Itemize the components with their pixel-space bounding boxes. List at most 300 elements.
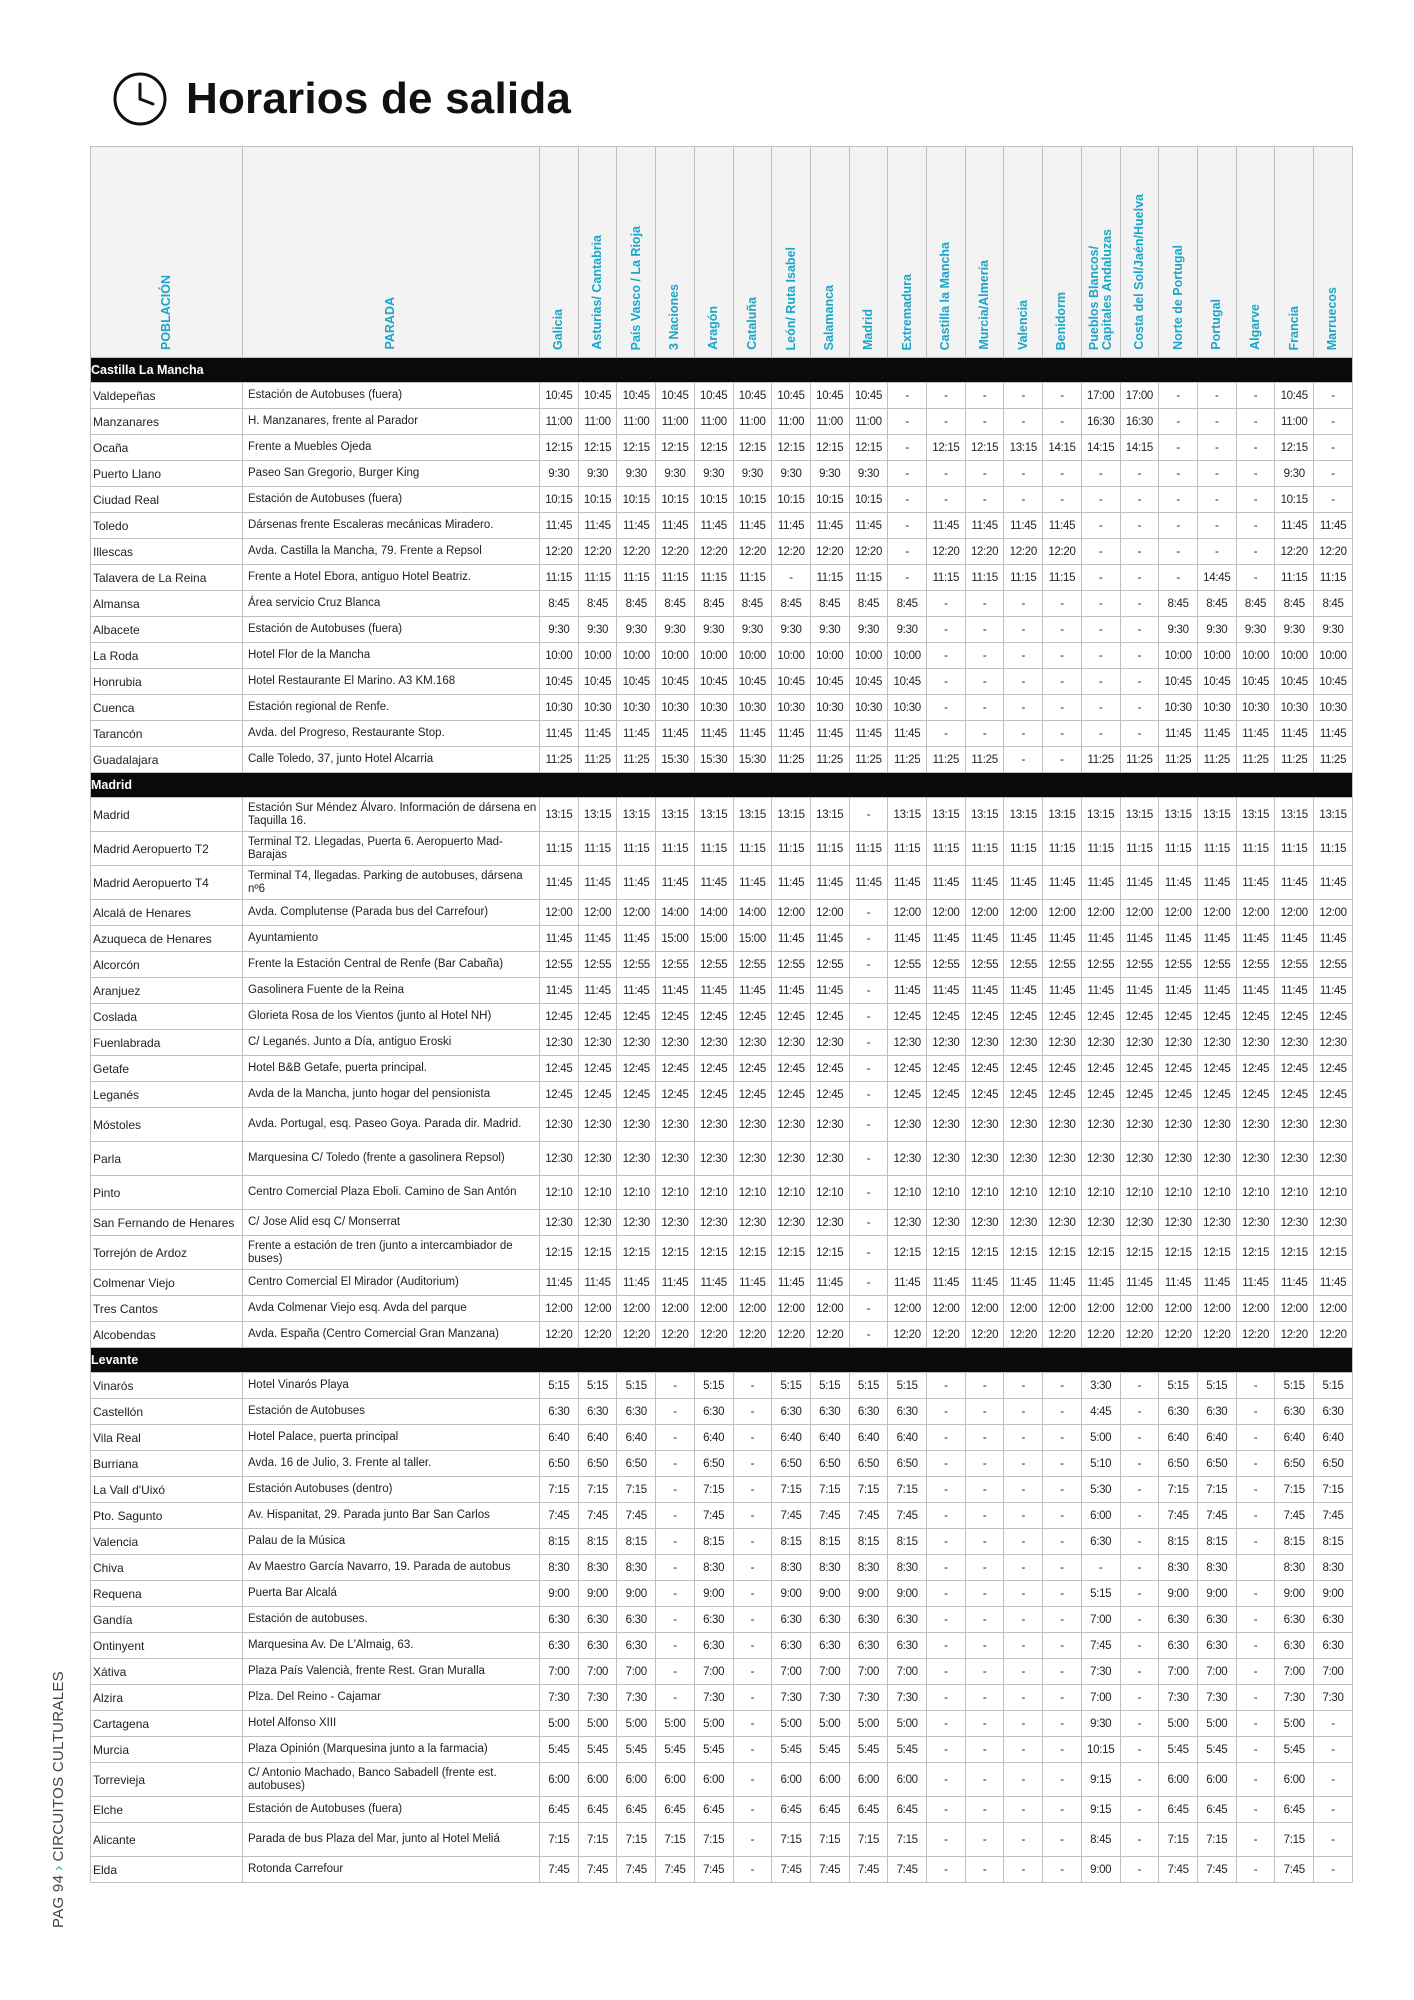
time-cell: - [1314,409,1353,435]
time-cell: 9:00 [1081,1857,1120,1883]
parada-cell: Hotel Restaurante El Marino. A3 KM.168 [243,669,540,695]
time-cell: - [1043,1763,1082,1797]
time-cell: 6:40 [1314,1425,1353,1451]
time-cell: 6:45 [888,1797,927,1823]
time-cell: - [1081,539,1120,565]
time-cell: 5:15 [540,1373,579,1399]
time-cell: - [1120,1633,1159,1659]
time-cell: 7:15 [1275,1477,1314,1503]
time-cell: 5:45 [849,1737,888,1763]
parada-cell: Frente a estación de tren (junto a intercambiador de buses) [243,1236,540,1270]
time-cell: 12:45 [1275,1082,1314,1108]
time-cell: 10:30 [733,695,772,721]
time-cell: 11:45 [694,978,733,1004]
parada-cell: Rotonda Carrefour [243,1857,540,1883]
time-cell: 11:45 [1081,978,1120,1004]
time-cell: 6:00 [1197,1763,1236,1797]
time-cell: 12:30 [656,1210,695,1236]
time-cell: 12:45 [1236,1004,1275,1030]
time-cell: - [849,1108,888,1142]
time-cell: 13:15 [772,798,811,832]
time-cell: 6:30 [1081,1529,1120,1555]
time-cell: 6:45 [1275,1797,1314,1823]
parada-cell: Hotel Alfonso XIII [243,1711,540,1737]
column-header-parada: PARADA [243,147,540,358]
time-cell: 7:45 [1159,1857,1198,1883]
time-cell: - [1043,1503,1082,1529]
time-cell: 12:45 [810,1056,849,1082]
time-cell: - [849,1322,888,1348]
poblacion-cell: Xátiva [91,1659,243,1685]
time-cell: 11:45 [1159,926,1198,952]
parada-cell: Plza. Del Reino - Cajamar [243,1685,540,1711]
time-cell: 11:45 [1236,1270,1275,1296]
time-cell: - [927,591,966,617]
time-cell: 11:45 [927,926,966,952]
time-cell: 5:15 [772,1373,811,1399]
poblacion-cell: Leganés [91,1082,243,1108]
time-cell: - [1120,513,1159,539]
section-title: Castilla La Mancha [91,358,1353,383]
time-cell: 11:45 [1275,926,1314,952]
time-cell: 11:00 [656,409,695,435]
time-cell: - [733,1763,772,1797]
column-header-route: Madrid [849,147,888,358]
time-cell: 13:15 [965,798,1004,832]
time-cell: - [1236,1633,1275,1659]
time-cell: 11:15 [1314,565,1353,591]
time-cell: 5:00 [1275,1711,1314,1737]
time-cell: - [965,669,1004,695]
time-cell: 11:45 [1043,1270,1082,1296]
time-cell: 12:30 [1275,1142,1314,1176]
time-cell: 11:25 [1159,747,1198,773]
table-row [91,1451,1353,1477]
time-cell: 12:00 [578,900,617,926]
time-cell: 12:45 [1159,1004,1198,1030]
time-cell: 10:00 [733,643,772,669]
time-cell: - [849,1030,888,1056]
poblacion-cell: Talavera de La Reina [91,565,243,591]
time-cell: - [965,1451,1004,1477]
time-cell: 11:15 [578,832,617,866]
time-cell: 6:30 [810,1607,849,1633]
time-cell: 11:45 [810,1270,849,1296]
poblacion-cell: Getafe [91,1056,243,1082]
time-cell: - [965,409,1004,435]
parada-cell: Frente a Hotel Ebora, antiguo Hotel Beatriz. [243,565,540,591]
time-cell: - [656,1581,695,1607]
time-cell: 9:30 [1081,1711,1120,1737]
time-cell: 11:45 [656,978,695,1004]
time-cell: - [1236,435,1275,461]
time-cell: 12:45 [1081,1082,1120,1108]
time-cell: - [1120,1399,1159,1425]
time-cell: 12:20 [656,1322,695,1348]
time-cell: 7:45 [617,1503,656,1529]
time-cell: 12:15 [927,435,966,461]
time-cell: 12:00 [965,1296,1004,1322]
time-cell: 12:10 [578,1176,617,1210]
time-cell: 10:15 [1081,1737,1120,1763]
time-cell: 12:30 [927,1142,966,1176]
time-cell: 12:30 [1004,1030,1043,1056]
parada-cell: Frente la Estación Central de Renfe (Bar Cabaña) [243,952,540,978]
poblacion-cell: Torrejón de Ardoz [91,1236,243,1270]
time-cell: 11:45 [1275,513,1314,539]
time-cell: 12:00 [540,900,579,926]
time-cell: 10:30 [1159,695,1198,721]
time-cell: - [927,669,966,695]
time-cell: 11:15 [733,565,772,591]
time-cell: 8:45 [733,591,772,617]
time-cell: 8:30 [578,1555,617,1581]
time-cell: 11:45 [1197,1270,1236,1296]
time-cell: 12:10 [733,1176,772,1210]
table-row [91,1763,1353,1797]
time-cell: 7:30 [1275,1685,1314,1711]
time-cell: - [656,1555,695,1581]
time-cell: 12:20 [1043,1322,1082,1348]
time-cell: 12:10 [1275,1176,1314,1210]
time-cell: 12:20 [733,539,772,565]
time-cell: - [733,1451,772,1477]
time-cell: 11:45 [1043,866,1082,900]
time-cell: - [1236,487,1275,513]
time-cell: 12:20 [1081,1322,1120,1348]
section-header-row [91,773,1353,798]
time-cell: 12:55 [1236,952,1275,978]
poblacion-cell: Vinarós [91,1373,243,1399]
parada-cell: Ayuntamiento [243,926,540,952]
time-cell: - [1004,1711,1043,1737]
time-cell: 7:45 [1197,1503,1236,1529]
time-cell: 13:15 [1197,798,1236,832]
time-cell: 10:15 [772,487,811,513]
time-cell: - [1159,565,1198,591]
table-row [91,1399,1353,1425]
parada-cell: Estación de autobuses. [243,1607,540,1633]
time-cell: 7:45 [1275,1857,1314,1883]
time-cell: 5:00 [656,1711,695,1737]
time-cell: - [1120,1581,1159,1607]
time-cell: 9:30 [1236,617,1275,643]
time-cell: - [1120,1857,1159,1883]
poblacion-cell: Elda [91,1857,243,1883]
time-cell: 6:00 [888,1763,927,1797]
time-cell: 8:15 [1197,1529,1236,1555]
time-cell: 6:30 [540,1607,579,1633]
time-cell: 12:55 [1081,952,1120,978]
time-cell: 7:30 [849,1685,888,1711]
time-cell: - [849,1236,888,1270]
time-cell: - [965,1685,1004,1711]
time-cell: 8:30 [1159,1555,1198,1581]
time-cell: 8:30 [1197,1555,1236,1581]
time-cell: 12:45 [733,1004,772,1030]
time-cell: 12:00 [1043,1296,1082,1322]
time-cell: 10:45 [888,669,927,695]
time-cell: 12:30 [656,1142,695,1176]
poblacion-cell: La Vall d'Uixó [91,1477,243,1503]
poblacion-cell: Valencia [91,1529,243,1555]
time-cell: 7:00 [694,1659,733,1685]
time-cell: 12:00 [1081,1296,1120,1322]
time-cell: - [965,695,1004,721]
time-cell: 6:50 [1275,1451,1314,1477]
poblacion-cell: Aranjuez [91,978,243,1004]
time-cell: 13:15 [1004,435,1043,461]
time-cell: - [965,1425,1004,1451]
time-cell: 12:30 [578,1142,617,1176]
time-cell: 7:00 [540,1659,579,1685]
time-cell: 11:45 [578,926,617,952]
time-cell: 11:00 [540,409,579,435]
time-cell: 6:50 [1314,1451,1353,1477]
time-cell: 11:45 [849,721,888,747]
parada-cell: Área servicio Cruz Blanca [243,591,540,617]
time-cell: 7:00 [1081,1685,1120,1711]
time-cell: - [656,1451,695,1477]
time-cell: 11:45 [1275,866,1314,900]
table-row [91,643,1353,669]
time-cell: 11:45 [927,513,966,539]
time-cell: 12:20 [1159,1322,1198,1348]
time-cell: - [888,539,927,565]
time-cell: - [849,798,888,832]
time-cell: 12:45 [694,1056,733,1082]
time-cell: 12:45 [656,1082,695,1108]
time-cell: - [965,383,1004,409]
time-cell: 12:45 [888,1004,927,1030]
time-cell: 6:50 [617,1451,656,1477]
time-cell: 9:00 [1159,1581,1198,1607]
time-cell: 11:45 [540,721,579,747]
time-cell: 7:15 [772,1477,811,1503]
time-cell: 7:45 [1197,1857,1236,1883]
parada-cell: Paseo San Gregorio, Burger King [243,461,540,487]
time-cell: 9:30 [772,461,811,487]
time-cell: - [1043,591,1082,617]
time-cell: - [1043,1797,1082,1823]
time-cell: 9:30 [540,461,579,487]
time-cell: 12:45 [772,1082,811,1108]
table-row [91,1142,1353,1176]
time-cell: - [849,1004,888,1030]
time-cell: - [1120,1737,1159,1763]
column-header-route: Asturias/ Cantabria [578,147,617,358]
time-cell: 6:40 [849,1425,888,1451]
time-cell: 7:30 [888,1685,927,1711]
time-cell: 9:30 [849,461,888,487]
time-cell: 7:30 [772,1685,811,1711]
time-cell: 12:30 [694,1030,733,1056]
time-cell: 14:00 [733,900,772,926]
parada-cell: Hotel Palace, puerta principal [243,1425,540,1451]
time-cell: 12:20 [965,539,1004,565]
time-cell: 10:15 [733,487,772,513]
time-cell: 12:20 [772,539,811,565]
time-cell: 9:30 [578,461,617,487]
time-cell: 12:15 [733,1236,772,1270]
time-cell: - [1197,435,1236,461]
time-cell: - [927,1373,966,1399]
time-cell: 8:15 [772,1529,811,1555]
time-cell: 6:40 [694,1425,733,1451]
time-cell: 8:45 [1081,1823,1120,1857]
time-cell: 12:45 [1120,1056,1159,1082]
time-cell: 7:15 [694,1823,733,1857]
time-cell: 9:30 [617,617,656,643]
time-cell: - [733,1711,772,1737]
time-cell: 10:30 [849,695,888,721]
time-cell: 12:20 [927,1322,966,1348]
time-cell: 11:45 [617,978,656,1004]
time-cell: - [733,1659,772,1685]
time-cell: - [656,1659,695,1685]
time-cell: 7:45 [1314,1503,1353,1529]
section-header-row [91,1348,1353,1373]
time-cell: 12:45 [810,1082,849,1108]
time-cell: 12:20 [617,1322,656,1348]
time-cell: - [1043,1581,1082,1607]
time-cell: 10:00 [540,643,579,669]
column-header-route: Galicia [540,147,579,358]
time-cell: 11:45 [772,866,811,900]
time-cell: 7:15 [1197,1477,1236,1503]
time-cell: 12:20 [927,539,966,565]
time-cell: 12:55 [810,952,849,978]
time-cell: 12:45 [1004,1004,1043,1030]
time-cell: - [1004,487,1043,513]
time-cell: - [1120,721,1159,747]
time-cell: 8:30 [888,1555,927,1581]
time-cell: - [1081,565,1120,591]
time-cell: 6:40 [540,1425,579,1451]
time-cell: - [1236,1737,1275,1763]
time-cell: 11:15 [540,565,579,591]
time-cell: - [1159,487,1198,513]
time-cell: - [927,383,966,409]
time-cell: 6:30 [1159,1399,1198,1425]
table-row [91,1373,1353,1399]
time-cell: 12:15 [772,1236,811,1270]
time-cell: 10:00 [772,643,811,669]
table-row [91,1030,1353,1056]
time-cell: 3:30 [1081,1373,1120,1399]
time-cell: 7:15 [617,1823,656,1857]
time-cell: 11:45 [772,1270,811,1296]
table-row [91,952,1353,978]
time-cell: - [1197,513,1236,539]
time-cell: 11:45 [578,1270,617,1296]
time-cell: 12:30 [733,1030,772,1056]
time-cell: 10:00 [810,643,849,669]
time-cell: 12:55 [927,952,966,978]
time-cell: 11:45 [540,978,579,1004]
time-cell: 12:30 [1081,1108,1120,1142]
time-cell: - [1043,1633,1082,1659]
time-cell: - [849,1210,888,1236]
time-cell: 5:45 [772,1737,811,1763]
time-cell: 12:20 [617,539,656,565]
time-cell: - [656,1425,695,1451]
time-cell: 12:30 [1197,1030,1236,1056]
column-header-route: Algarve [1236,147,1275,358]
time-cell: 11:15 [694,832,733,866]
time-cell: 5:15 [849,1373,888,1399]
parada-cell: Parada de bus Plaza del Mar, junto al Hotel Meliá [243,1823,540,1857]
time-cell: 12:30 [578,1210,617,1236]
time-cell: 12:45 [1004,1082,1043,1108]
time-cell: 7:30 [694,1685,733,1711]
time-cell: 12:00 [733,1296,772,1322]
time-cell: 12:45 [1043,1082,1082,1108]
time-cell: 9:30 [656,461,695,487]
time-cell: 12:00 [617,1296,656,1322]
time-cell: 12:30 [888,1142,927,1176]
time-cell: 6:00 [617,1763,656,1797]
time-cell: 13:15 [1236,798,1275,832]
time-cell: 14:00 [694,900,733,926]
parada-cell: Gasolinera Fuente de la Reina [243,978,540,1004]
time-cell: 6:45 [617,1797,656,1823]
time-cell: 12:15 [810,1236,849,1270]
poblacion-cell: Alcorcón [91,952,243,978]
time-cell: 12:10 [1197,1176,1236,1210]
table-row [91,1425,1353,1451]
time-cell: 12:45 [540,1082,579,1108]
parada-cell: Marquesina C/ Toledo (frente a gasolinera Repsol) [243,1142,540,1176]
time-cell: 11:45 [1159,978,1198,1004]
time-cell: 6:50 [849,1451,888,1477]
parada-cell: Plaza Opinión (Marquesina junto a la farmacia) [243,1737,540,1763]
table-row [91,866,1353,900]
time-cell: 11:15 [1043,832,1082,866]
time-cell: - [1120,591,1159,617]
time-cell: 10:45 [810,383,849,409]
time-cell: - [888,383,927,409]
table-body [91,358,1353,1883]
time-cell: 9:30 [694,617,733,643]
time-cell: 12:15 [849,435,888,461]
time-cell: 10:15 [810,487,849,513]
time-cell: 8:15 [694,1529,733,1555]
parada-cell: Terminal T4, llegadas. Parking de autobuses, dársena nº6 [243,866,540,900]
time-cell: 12:30 [1081,1210,1120,1236]
time-cell: 5:00 [1197,1711,1236,1737]
time-cell: 11:45 [733,978,772,1004]
table-row [91,1633,1353,1659]
time-cell: 7:15 [578,1477,617,1503]
time-cell: 12:00 [1275,900,1314,926]
parada-cell: Estación de Autobuses [243,1399,540,1425]
time-cell: 12:30 [540,1108,579,1142]
time-cell: 8:15 [1314,1529,1353,1555]
time-cell: 11:45 [1236,978,1275,1004]
time-cell: 12:15 [965,435,1004,461]
time-cell: 12:55 [617,952,656,978]
time-cell: - [656,1607,695,1633]
time-cell: 6:30 [888,1607,927,1633]
time-cell: - [1043,1823,1082,1857]
time-cell: - [1236,383,1275,409]
table-row [91,539,1353,565]
column-header-route: Pueblos Blancos/ Capitales Andaluzas [1081,147,1120,358]
time-cell: 7:15 [810,1477,849,1503]
time-cell: 11:45 [694,1270,733,1296]
time-cell: 12:30 [1197,1210,1236,1236]
